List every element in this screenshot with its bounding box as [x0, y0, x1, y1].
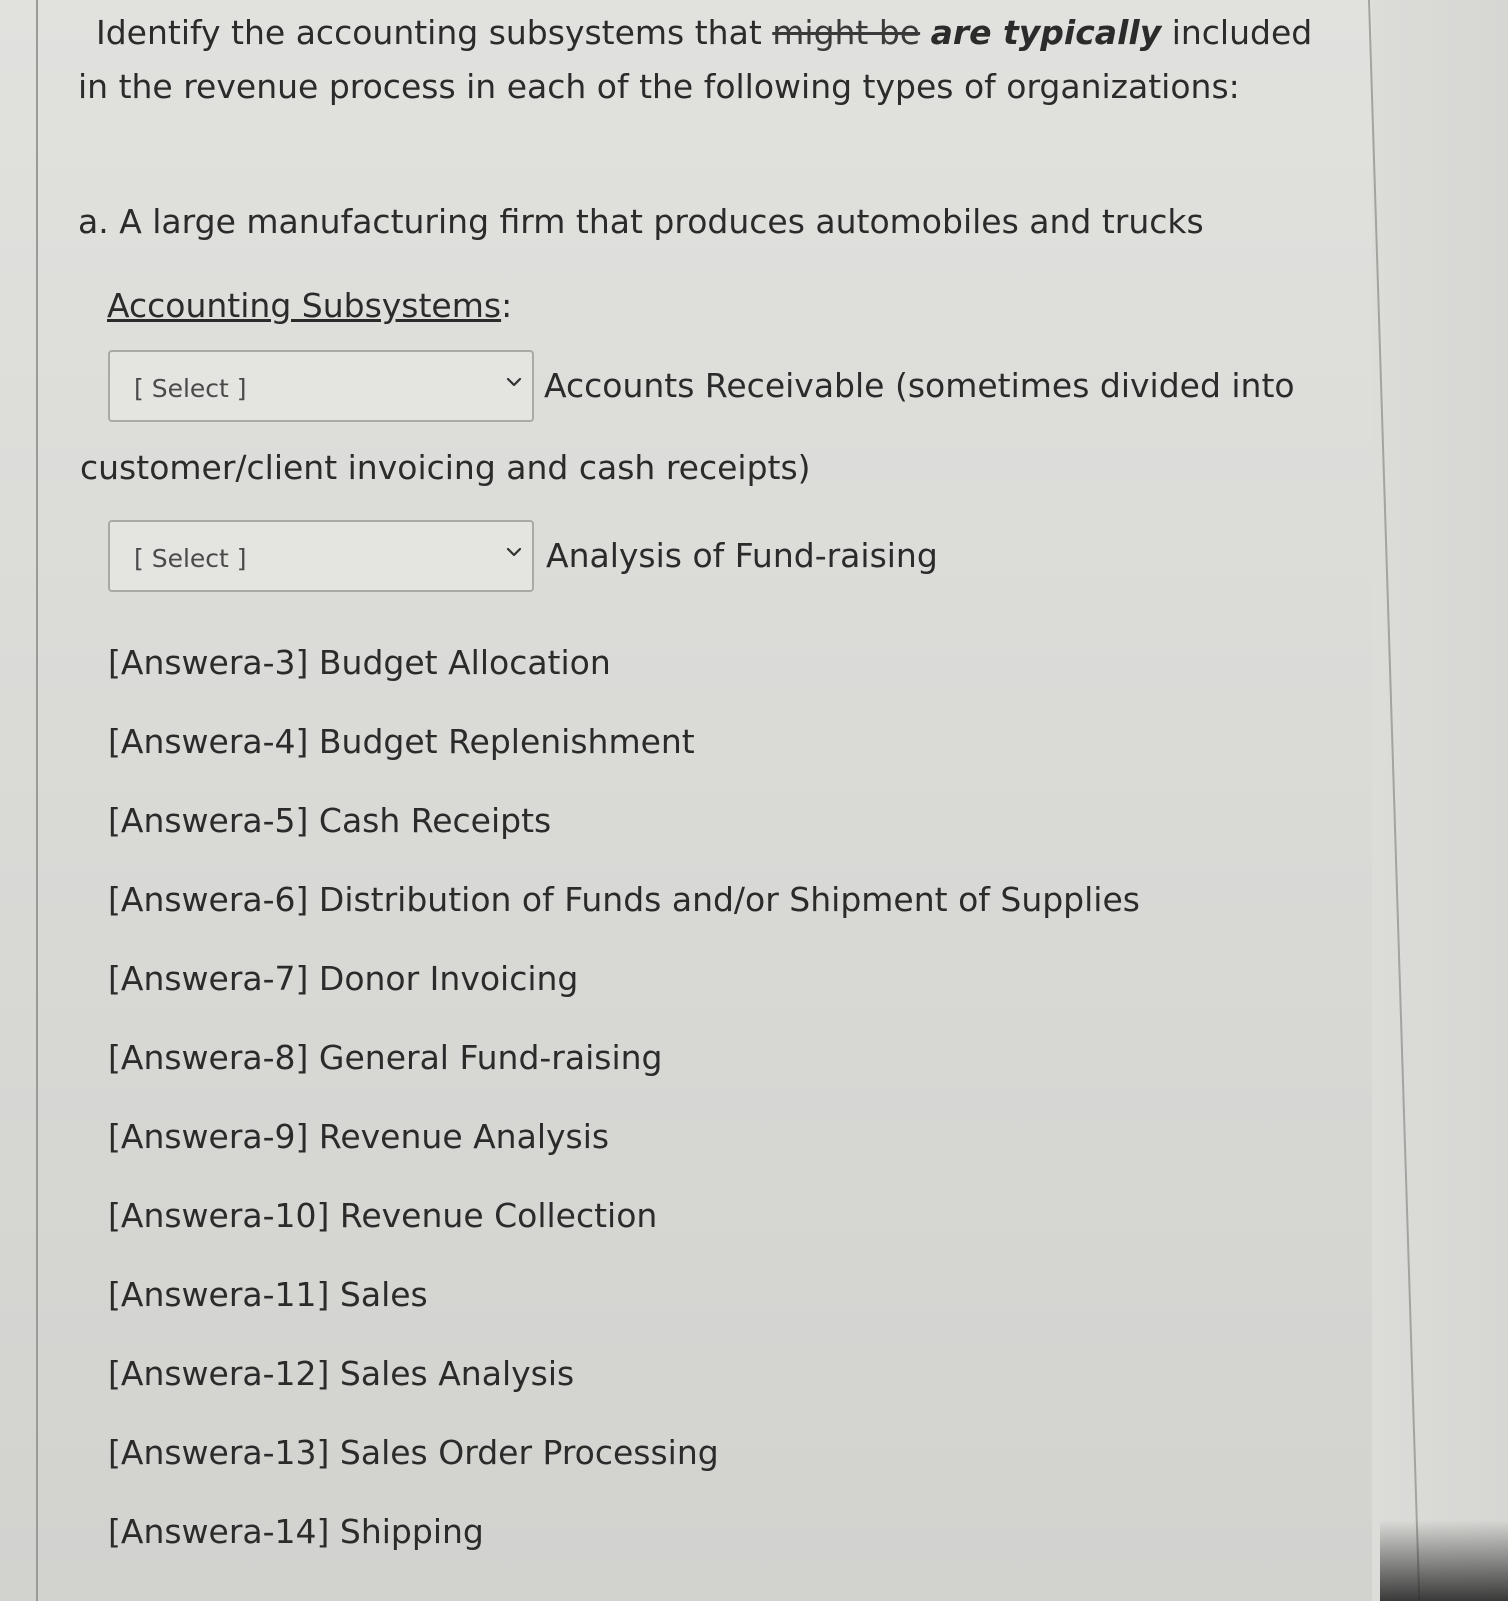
- prompt-emphasis-text: are typically: [930, 13, 1162, 52]
- chevron-down-icon: [504, 542, 524, 562]
- subsystems-heading: [107, 286, 512, 325]
- select-value: [ Select ]: [134, 374, 247, 403]
- select-1-label-continuation: customer/client invoicing and cash receipts): [80, 448, 811, 487]
- prompt-struck-text: might be: [772, 13, 921, 52]
- answer-item: [Answera-9] Revenue Analysis: [108, 1117, 610, 1156]
- answer-item: [Answera-5] Cash Receipts: [108, 801, 552, 840]
- select-value: [ Select ]: [134, 544, 247, 573]
- answer-item: [Answera-11] Sales: [108, 1275, 428, 1314]
- subsystem-select-1[interactable]: [108, 350, 534, 422]
- question-label: a. A large manufacturing firm that produces automobiles and trucks: [78, 202, 1204, 241]
- answer-item: [Answera-7] Donor Invoicing: [108, 959, 579, 998]
- prompt-text-end: included in the revenue process in each of the following types of organizations:: [78, 13, 1313, 106]
- question-prompt: [78, 6, 1328, 114]
- prompt-text-start: Identify the accounting subsystems that: [96, 13, 773, 52]
- subsystem-select-2[interactable]: [108, 520, 534, 592]
- select-1-label: Accounts Receivable (sometimes divided into: [544, 366, 1295, 405]
- answer-item: [Answera-14] Shipping: [108, 1512, 484, 1551]
- chevron-down-icon: [504, 372, 524, 392]
- answer-item: [Answera-12] Sales Analysis: [108, 1354, 575, 1393]
- corner-shadow: [1380, 1520, 1508, 1601]
- select-2-label: Analysis of Fund-raising: [546, 536, 938, 575]
- subsystems-heading-colon: :: [501, 286, 513, 325]
- answer-item: [Answera-10] Revenue Collection: [108, 1196, 658, 1235]
- answer-item: [Answera-8] General Fund-raising: [108, 1038, 663, 1077]
- subsystems-heading-text: Accounting Subsystems: [107, 286, 502, 325]
- answer-item: [Answera-6] Distribution of Funds and/or Shipment of Supplies: [108, 880, 1140, 919]
- answer-list: [108, 640, 1140, 1588]
- answer-item: [Answera-4] Budget Replenishment: [108, 722, 695, 761]
- answer-item: [Answera-13] Sales Order Processing: [108, 1433, 719, 1472]
- answer-item: [Answera-3] Budget Allocation: [108, 643, 611, 682]
